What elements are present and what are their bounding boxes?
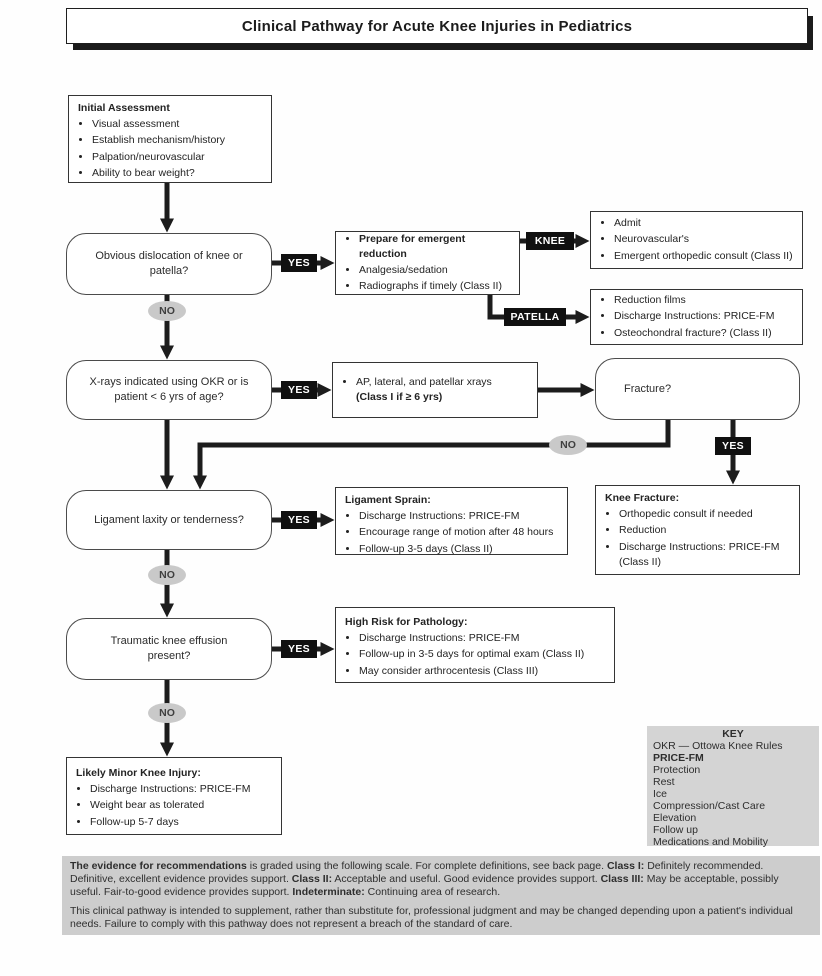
node-knee-admit	[590, 211, 803, 269]
footer-segment: The evidence for recommendations	[70, 860, 247, 872]
bullet: • Radiographs if timely (Class II)	[359, 279, 515, 294]
knee-admit-bullets	[599, 215, 798, 265]
bullet: • Establish mechanism/history	[92, 133, 267, 148]
node-patella-reduction	[590, 289, 803, 345]
node-likely-minor-title: Likely Minor Knee Injury:	[76, 767, 201, 779]
bullet: • Discharge Instructions: PRICE-FM	[359, 631, 610, 646]
footer-segment: Acceptable and useful. Good evidence provides support.	[332, 872, 601, 885]
bullet: • Follow-up 5-7 days	[90, 815, 277, 830]
node-ligament-sprain-title: Ligament Sprain:	[345, 494, 431, 506]
bullet: • Orthopedic consult if needed	[619, 507, 795, 522]
node-ligament-sprain	[335, 487, 568, 555]
bullet: • Analgesia/sedation	[359, 263, 515, 278]
decision-obvious-dislocation	[66, 233, 272, 295]
key-title: KEY	[722, 728, 744, 740]
bullet: • Neurovascular's	[614, 232, 798, 247]
node-initial-assessment-title: Initial Assessment	[78, 102, 170, 114]
bullet: • Weight bear as tolerated	[90, 798, 277, 813]
key-line: Protection	[653, 763, 701, 776]
yes-label-xray: YES	[281, 381, 317, 399]
bullet: • Admit	[614, 216, 798, 231]
yes-label-effusion: YES	[281, 640, 317, 658]
key-line: OKR — Ottowa Knee Rules	[653, 739, 783, 752]
footer-segment: Definitely recommended. Definitive, excellent evidence provides support.	[70, 860, 764, 885]
footer-segment: Indeterminate:	[292, 885, 365, 898]
key-line: Follow up	[653, 823, 698, 836]
bullet: • Prepare for emergent reduction	[359, 232, 515, 262]
bullet: • Encourage range of motion after 48 hours	[359, 525, 563, 540]
decision-fracture	[595, 358, 800, 420]
yes-label-fracture: YES	[715, 437, 751, 455]
decision-text: Ligament laxity or tenderness?	[94, 513, 244, 526]
initial-assessment-bullets	[77, 117, 267, 181]
decision-knee-effusion	[66, 618, 272, 680]
key-legend	[647, 726, 819, 846]
bullet: • Discharge Instructions: PRICE-FM	[359, 509, 563, 524]
node-high-risk-title: High Risk for Pathology:	[345, 616, 468, 628]
footer-segment: Class III:	[600, 872, 644, 885]
bullet: • Discharge Instructions: PRICE-FM	[614, 309, 798, 324]
disclaimer-text: This clinical pathway is intended to supplement, rather than substitute for, professional judgment and may be changed depending upon a patient's individual needs. Failure to comply with this pathway does not represent a breach of the standard of care.	[70, 905, 793, 930]
emergent-reduction-bullets	[344, 231, 515, 296]
knee-branch-label: KNEE	[526, 232, 574, 250]
node-initial-assessment	[68, 95, 272, 183]
no-label-ligament: NO	[148, 565, 186, 585]
knee-fracture-bullets	[604, 507, 795, 570]
key-line: Compression/Cast Care	[653, 799, 766, 812]
high-risk-bullets	[344, 631, 610, 679]
connector-fracture-no	[200, 420, 668, 477]
bullet: • Reduction films	[614, 293, 798, 308]
footer-segment: Continuing area of research.	[364, 885, 501, 898]
decision-text: Obvious dislocation of knee or patella?	[95, 250, 243, 277]
patella-branch-label: PATELLA	[504, 308, 566, 326]
bullet: • Emergent orthopedic consult (Class II)	[614, 249, 798, 264]
no-label-fracture: NO	[549, 435, 587, 455]
key-line: Medications and Mobility	[653, 835, 768, 848]
no-label-dislocation: NO	[148, 301, 186, 321]
node-xray-action	[332, 362, 538, 418]
disclaimer-note	[62, 901, 820, 935]
footer-segment: May be acceptable, possibly useful. Fair-to-good evidence provides support.	[70, 872, 779, 898]
bullet: • Discharge Instructions: PRICE-FM (Class II)	[619, 540, 795, 570]
node-high-risk	[335, 607, 615, 683]
footer-segment: Class II:	[291, 872, 333, 885]
node-knee-fracture-title: Knee Fracture:	[605, 492, 680, 504]
bullet: • Follow-up in 3-5 days for optimal exam (Class II)	[359, 647, 610, 662]
bullet: • Reduction	[619, 523, 795, 538]
xray-line2: (Class I if ≥ 6 yrs)	[356, 391, 443, 403]
bullet: • Osteochondral fracture? (Class II)	[614, 326, 798, 341]
xray-line1: AP, lateral, and patellar xrays	[356, 375, 492, 388]
bullet: • May consider arthrocentesis (Class III)	[359, 664, 610, 679]
decision-text: X-rays indicated using OKR or is patient < 6 yrs of age?	[89, 376, 249, 403]
yes-label-dislocation: YES	[281, 254, 317, 272]
bullet: • Palpation/neurovascular	[92, 150, 267, 165]
patella-reduction-bullets	[599, 292, 798, 342]
bullet: • Discharge Instructions: PRICE-FM	[90, 782, 277, 797]
key-line: PRICE-FM	[653, 751, 704, 764]
likely-minor-bullets	[75, 782, 277, 830]
decision-xray-indicated	[66, 360, 272, 420]
page-title: Clinical Pathway for Acute Knee Injuries in Pediatrics	[241, 17, 633, 35]
xray-action-bullets	[341, 374, 533, 406]
bullet: • Ability to bear weight?	[92, 166, 267, 181]
bullet: • Follow-up 3-5 days (Class II)	[359, 542, 563, 557]
no-label-effusion: NO	[148, 703, 186, 723]
key-line: Rest	[653, 775, 675, 788]
footer-segment: Class I:	[606, 860, 645, 872]
key-line: Elevation	[653, 811, 697, 824]
decision-text: Fracture?	[624, 382, 672, 395]
decision-ligament-laxity	[66, 490, 272, 550]
key-line: Ice	[653, 787, 668, 800]
yes-label-ligament: YES	[281, 511, 317, 529]
footer-segment: is graded using the following scale. For complete definitions, see back page.	[246, 860, 607, 872]
evidence-grading-note	[62, 856, 820, 902]
ligament-sprain-bullets	[344, 509, 563, 557]
page-title-box	[66, 8, 808, 44]
bullet	[356, 375, 533, 405]
node-knee-fracture	[595, 485, 800, 575]
bullet: • Visual assessment	[92, 117, 267, 132]
node-emergent-reduction	[335, 231, 520, 295]
node-likely-minor	[66, 757, 282, 835]
decision-text: Traumatic knee effusion present?	[110, 635, 228, 662]
